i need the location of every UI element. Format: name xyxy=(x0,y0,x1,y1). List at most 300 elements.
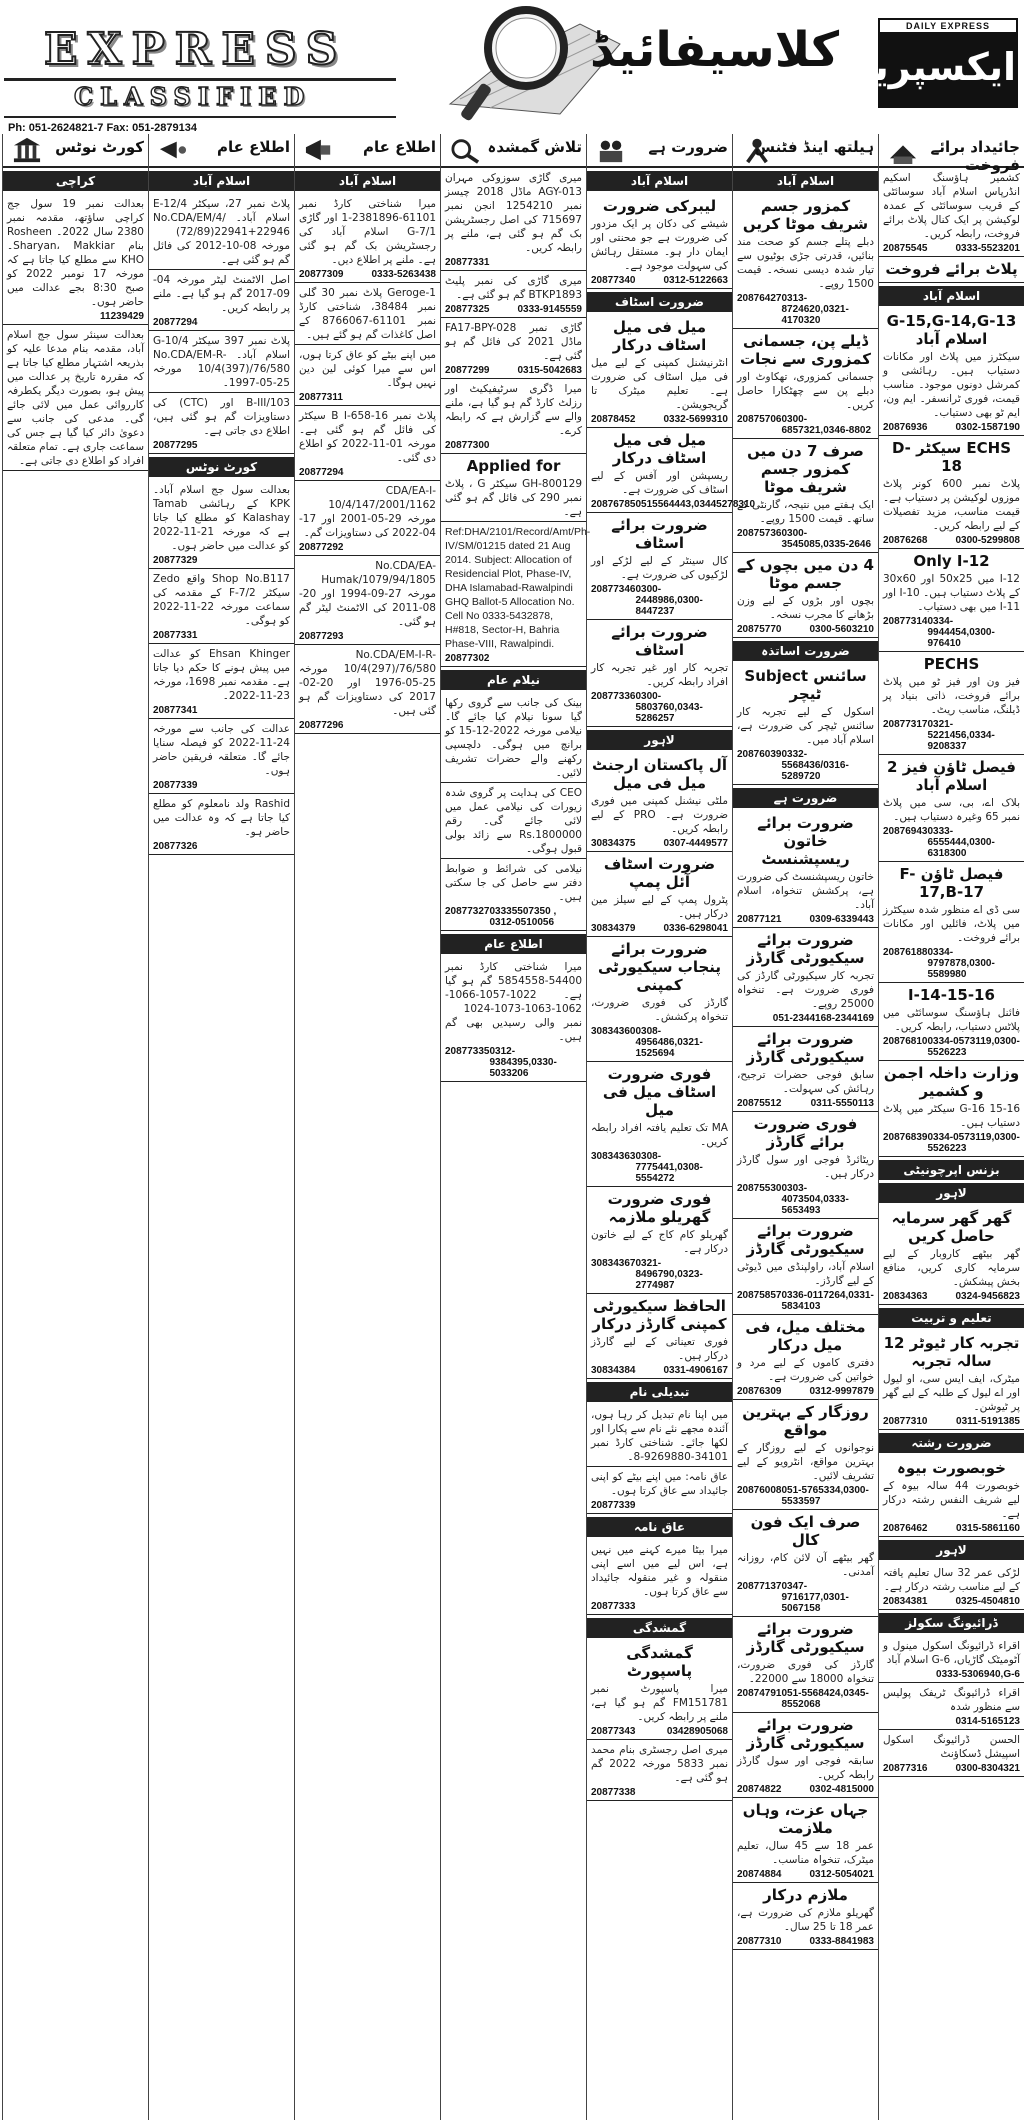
ad-footer xyxy=(737,1290,874,1312)
ad-phone: 0311-5550113 xyxy=(810,1098,874,1109)
ad-footer xyxy=(445,906,582,928)
ad-id: 20834363 xyxy=(883,1291,928,1302)
classified-ad xyxy=(149,569,294,644)
ad-footer xyxy=(153,780,290,791)
column-court xyxy=(2,134,148,2120)
classified-ad xyxy=(879,1563,1024,1610)
ad-phone: 0311-5191385 xyxy=(956,1416,1020,1427)
ad-body: 15-16 G-16 سیکٹر میں پلاٹ دستیاب ہیں۔ xyxy=(883,1103,1020,1129)
section-bar: اطلاع عام xyxy=(441,934,586,954)
ad-body: گارڈز کی فوری ضرورت، تنخواہ پرکشش۔ xyxy=(591,997,728,1023)
classified-ad xyxy=(441,859,586,931)
section-bar: بزنس اپرچونیٹی xyxy=(879,1160,1024,1180)
ad-body: اسکول کے لیے تجربہ کار سائنس ٹیچر کی ضرورت ہے، اسلام آباد میں۔ xyxy=(737,706,874,746)
ad-body: ریٹائرڈ فوجی اور سول گارڈز درکار ہیں۔ xyxy=(737,1154,874,1180)
ad-body: فوری تعیناتی کے لیے گارڈز درکار ہیں۔ xyxy=(591,1336,728,1362)
ad-id: 30834379 xyxy=(591,923,636,934)
ad-id: 20877310 xyxy=(883,1416,928,1427)
ad-heading: ECHS سیکٹر D-18 xyxy=(891,439,1012,475)
ad-body: نیلامی کی شرائط و ضوابط دفتر سے حاصل کی جا سکتی ہیں۔ xyxy=(445,863,582,903)
ad-footer xyxy=(883,1763,1020,1774)
ad-body: MA تک تعلیم یافتہ افراد رابطہ کریں۔ xyxy=(591,1122,728,1148)
ad-phone: 0312-5054021 xyxy=(809,1869,874,1880)
ad-body: فائنل ہاؤسنگ سوسائٹی میں پلاٹس دستیاب، رابطہ کریں۔ xyxy=(883,1007,1020,1033)
ad-id: 20877137 xyxy=(737,1581,782,1592)
ad-footer xyxy=(445,257,582,268)
ad-phone: 0315-5042683 xyxy=(517,365,582,376)
ad-phone: 0300-6857321,0346-8802 xyxy=(781,414,872,436)
ad-heading: سائنس Subject ٹیچر xyxy=(744,667,867,703)
ad-body: پٹرول پمپ کے لیے سیلز مین درکار ہیں۔ xyxy=(591,894,728,920)
ad-phone: 0325-4504810 xyxy=(955,1596,1020,1607)
column-header xyxy=(441,134,586,168)
classified-ad xyxy=(441,271,586,318)
ad-heading: فوری ضرورت برائے گارڈز xyxy=(753,1115,858,1151)
classified-ad xyxy=(587,1740,732,1801)
ad-id: 20877343 xyxy=(591,1726,636,1737)
column-header xyxy=(879,134,1024,174)
ad-body: اسلام آباد، راولپنڈی میں ڈیوٹی کے لیے گارڈز۔ xyxy=(737,1261,874,1287)
ad-id: 20877314 xyxy=(883,616,928,627)
ad-phone: 0300-5603210 xyxy=(809,624,874,635)
classified-ad xyxy=(587,753,732,852)
ad-footer xyxy=(883,535,1020,546)
classified-ad xyxy=(879,1061,1024,1157)
ad-heading: PECHS xyxy=(923,655,980,673)
ad-id: 20877340 xyxy=(591,275,636,286)
classified-ad xyxy=(295,283,440,345)
section-bar: ڈرائیونگ سکولز xyxy=(879,1613,1024,1633)
ad-body: پلاٹ نمبر 600 کونر پلاٹ موزوں لوکیشن پر دستیاب ہے۔ قیمت مناسب، مزید تفصیلات کے لیے رابطہ کریں۔ xyxy=(883,478,1021,532)
ad-footer xyxy=(737,1936,874,1947)
classified-ad xyxy=(879,983,1024,1061)
classified-ad xyxy=(733,194,878,329)
ad-body: سابقہ فوجی اور سول گارڈز رابطہ کریں۔ xyxy=(737,1755,874,1781)
ad-phone: 051-5765334,0300-5533597 xyxy=(781,1485,869,1507)
ad-heading: فوری ضرورت گھریلو ملازمہ xyxy=(607,1190,712,1226)
ad-id: 20877327 xyxy=(445,906,490,917)
ad-id: 20877346 xyxy=(591,584,636,595)
ad-body: فیز ون اور فیز ٹو میں پلاٹ برائے فروخت، ذاتی بنیاد پر ڈیلنگ، مناسب ریٹ۔ xyxy=(883,676,1020,716)
ad-body: CEO کی ہدایت پر گروی شدہ زیورات کی نیلامی عمل میں لائی جائے گی۔ رقم Rs.1800000 سے زائد بولی قبول ہوگی۔ xyxy=(445,787,582,855)
ad-phone: 0300-8304321 xyxy=(955,1763,1020,1774)
ad-id: 20877317 xyxy=(883,719,928,730)
classified-ad xyxy=(441,783,586,859)
ad-heading: ضرورت برائے پنجاب سیکیورٹی کمپنی xyxy=(597,940,722,994)
column-title: ضرورت ہے xyxy=(648,138,728,156)
ad-footer xyxy=(153,705,290,716)
classified-ad xyxy=(879,755,1024,862)
ad-heading: ضرورت برائے سیکیورٹی گارڈز xyxy=(746,931,865,967)
classified-ad xyxy=(733,553,878,638)
ad-footer xyxy=(591,1365,728,1376)
ad-id: 20877310 xyxy=(737,1936,782,1947)
ad-footer xyxy=(299,269,436,280)
section-bar: ضرورت اساتذہ xyxy=(733,641,878,661)
ad-heading: ضرورت برائے اسٹاف xyxy=(611,623,708,659)
column-header xyxy=(3,134,148,168)
ad-heading: صرف ایک فون کال xyxy=(750,1513,861,1549)
ad-body: بعدالت سینئر سول جج اسلام آباد، مقدمہ بنام مدعا علیہ کو بذریعہ اشتہار مطلع کیا جاتا ہے کہ مقررہ تاریخ پر عدالت میں پیش ہو، بصورت دیگر یکطرفہ کارروائی عمل میں لائی جائے گی۔ مدعی کی جانب سے دعویٰ دائر کیا گیا ہے جس کی سماعت جاری ہے۔ تمام متعلقہ افراد کو اطلاع دی جاتی ہے۔ xyxy=(7,329,144,467)
ad-footer xyxy=(737,1098,874,1109)
classified-ad xyxy=(733,1883,878,1950)
ad-id: 20877292 xyxy=(299,542,344,553)
section-bar: لاہور xyxy=(587,730,732,750)
ad-footer xyxy=(299,720,436,731)
section-bar: کراچی xyxy=(3,171,148,191)
ad-heading: لیبرکی ضرورت xyxy=(602,197,717,215)
ad-id: 20876810 xyxy=(883,1036,928,1047)
ad-footer xyxy=(153,440,290,451)
ad-body: سی ڈی اے منظور شدہ سیکٹرز میں پلاٹ، فائلیں اور مکانات برائے فروخت۔ xyxy=(883,904,1020,944)
classified-ad xyxy=(587,937,732,1062)
ad-id: 20877338 xyxy=(591,1787,636,1798)
ad-id: 20875736 xyxy=(737,528,782,539)
ad-body: بچوں اور بڑوں کے لیے وزن بڑھانے کا مجرب نسخہ۔ xyxy=(737,595,874,621)
section-bar: اسلام آباد xyxy=(587,171,732,191)
classified-ad xyxy=(587,1467,732,1514)
ad-heading: کمزور جسم شریف موٹا کریں xyxy=(742,197,869,233)
ad-body: عدالت کی جانب سے مورخہ 24-11-2022 کو فیصلہ سنایا جائے گا۔ متعلقہ فریقین حاضر ہوں۔ xyxy=(153,723,290,777)
ad-id: 20876462 xyxy=(883,1523,928,1534)
ad-phone: 0302-1587190 xyxy=(955,422,1020,433)
ad-footer xyxy=(883,1669,1020,1680)
classified-ad xyxy=(441,379,586,454)
ad-heading: ضرورت برائے اسٹاف xyxy=(611,516,708,552)
ad-phone: 0336-0117264,0331-5834103 xyxy=(781,1290,874,1312)
ad-id: 20875545 xyxy=(883,243,928,254)
ad-footer xyxy=(883,1716,1020,1727)
ad-footer xyxy=(737,1183,874,1216)
masthead xyxy=(0,0,1024,134)
ad-body: بلاک اے، بی، سی میں پلاٹ نمبر 65 وغیرہ دستیاب ہیں۔ xyxy=(883,797,1020,823)
contact-line: Ph: 051-2624821-7 Fax: 051-2879134 xyxy=(8,122,197,134)
ad-body: No.CDA/EM-I-R-10/4(297)/76/580 مورخہ 25-05-1976 اور 20-02-2017 کی دستاویزات گم ہو گئی ہیں۔ xyxy=(299,649,436,717)
section-bar: لاہور xyxy=(879,1183,1024,1203)
ad-body: No.CDA/EA-Humak/1079/94/1805 مورخہ 27-09-1994 اور 20-08-2011 کی الاٹمنٹ لیٹر گم ہو گئی۔ xyxy=(299,560,436,628)
ad-body: B-III/103 اور (CTC) کی دستاویزات گم ہو گئی ہیں، اطلاع دی جاتی ہے۔ xyxy=(153,397,290,437)
section-bar: تبدیلی نام xyxy=(587,1382,732,1402)
ad-phone: 0336-6298041 xyxy=(663,923,728,934)
classified-ad xyxy=(733,1798,878,1883)
column-lost xyxy=(440,134,591,2120)
ad-body: میری اصل رجسٹری بنام محمد نمبر 5833 مورخہ 2022 گم ہو گئی ہے۔ xyxy=(591,1744,729,1784)
ad-id: 30834360 xyxy=(591,1026,636,1037)
column-title: تلاش گمشدہ xyxy=(487,138,582,156)
ad-body: میرا بیٹا میرے کہنے میں نہیں ہے، اس لیے میں اسے اپنی منقولہ و غیر منقولہ جائیداد سے عاق کرتا ہوں۔ xyxy=(591,1544,728,1598)
classified-ad xyxy=(733,439,878,553)
ad-id: 30834384 xyxy=(591,1365,636,1376)
general-section-icon xyxy=(301,136,337,164)
ad-footer xyxy=(883,947,1020,980)
ad-heading: آل پاکستان ارجنٹ میل فی میل xyxy=(592,756,727,792)
classified-ad xyxy=(587,1641,732,1740)
classified-urdu-title: کلاسیفائیڈ xyxy=(590,22,840,78)
ad-heading: پلاٹ برائے فروخت xyxy=(885,260,1018,278)
classified-ad xyxy=(879,1730,1024,1777)
ad-heading: ضرورت برائے سیکیورٹی گارڈز xyxy=(746,1716,865,1752)
ad-footer xyxy=(299,392,436,403)
daily-express-logo xyxy=(820,18,1018,108)
ad-heading: میل فی میل اسٹاف درکار xyxy=(612,318,707,354)
ad-heading: ضرورت برائے خاتون ریسپشنسٹ xyxy=(757,814,854,868)
ad-footer xyxy=(883,1036,1020,1058)
classified-ad xyxy=(149,331,294,393)
ad-id: 30834367 xyxy=(591,1258,636,1269)
classified-ad xyxy=(149,719,294,794)
brand-classified: CLASSIFIED xyxy=(74,82,312,111)
ad-footer xyxy=(737,1485,874,1507)
court-section-icon xyxy=(9,136,45,164)
ad-body: ایک ہفتے میں نتیجہ، گارنٹی کے ساتھ۔ قیمت 1500 روپے۔ xyxy=(737,499,874,525)
ad-id: 30834363 xyxy=(591,1151,636,1162)
ad-body: اقراء ڈرائیونگ اسکول مینول و آٹومیٹک گاڑیاں، G-6 اسلام آباد xyxy=(883,1640,1020,1666)
ad-body: نوجوانوں کے لیے روزگار کے بہترین مواقع، انٹرویو کے لیے تشریف لائیں۔ xyxy=(737,1442,874,1482)
ad-phone: 0334-9797878,0300-5589980 xyxy=(927,947,995,980)
ad-heading: میل فی میل اسٹاف درکار xyxy=(612,431,707,467)
ad-body: Rashid ولد نامعلوم کو مطلع کیا جاتا ہے کہ وہ عدالت میں حاضر ہو۔ xyxy=(153,798,290,838)
classified-ad xyxy=(733,1713,878,1798)
ad-heading: ڈیلے پن، جسمانی کمزوری سے نجات xyxy=(740,332,871,368)
ad-phone: 0332-5568436/0316-5289720 xyxy=(781,749,849,782)
ad-phone: 0308-7775441,0308-5554272 xyxy=(635,1151,703,1184)
ad-id: 20878452 xyxy=(591,414,636,425)
classified-ad xyxy=(879,436,1024,549)
ad-id: 20875512 xyxy=(737,1098,782,1109)
lost-section-icon xyxy=(447,136,483,164)
ad-body: تجربہ کار اور غیر تجربہ کار افراد رابطہ کریں۔ xyxy=(591,662,728,688)
ad-footer xyxy=(299,467,436,478)
ad-footer xyxy=(299,542,436,553)
ad-footer xyxy=(445,440,582,451)
ad-footer xyxy=(591,499,756,510)
ad-heading: ضرورت اسٹاف آئل پمپ xyxy=(603,855,716,891)
ad-body: دبلے پتلے جسم کو صحت مند بنائیں، قدرتی جڑی بوٹیوں سے تیار شدہ دیسی نسخہ۔ قیمت 1500 روپے۔ xyxy=(737,236,874,290)
ad-footer xyxy=(883,719,1020,752)
classified-ad xyxy=(587,1405,732,1467)
ad-id: 20874884 xyxy=(737,1869,782,1880)
classified-ad xyxy=(587,194,732,289)
ad-footer xyxy=(591,1726,728,1737)
ad-body: Shop No.B117 واقع Zedo سیکٹر F-7/2 کے مقدمہ کی سماعت مورخہ 22-11-2022 کو ہوگی۔ xyxy=(153,573,290,627)
ad-body: GH-800129 سیکٹر G ، پلاٹ نمبر 290 کی فائل گم ہو گئی ہے۔ xyxy=(445,478,582,518)
classified-ad xyxy=(879,309,1024,436)
ad-id: 20874791 xyxy=(737,1688,782,1699)
ad-footer xyxy=(445,304,582,315)
ad-footer xyxy=(591,1151,728,1184)
ad-phone: 0515564443,03445278310 xyxy=(635,499,756,510)
column-header xyxy=(295,134,440,168)
ad-id: 20877302 xyxy=(445,653,490,664)
ad-footer xyxy=(883,1132,1020,1154)
ad-phone: 0332-5699310 xyxy=(663,414,728,425)
ad-footer xyxy=(883,1291,1020,1302)
ad-phone: 0312-9384395,0330-5033206 xyxy=(489,1046,557,1079)
section-bar: اسلام آباد xyxy=(733,171,878,191)
ad-phone: 0303-4073504,0333-5653493 xyxy=(781,1183,849,1216)
classified-ad xyxy=(879,1456,1024,1537)
ad-phone: 0302-4815000 xyxy=(809,1784,874,1795)
ad-body: کشمیر ہاؤسنگ اسکیم انڈرپاس اسلام آباد سوسائٹی کے قریب سوسائٹی کے عمدہ لوکیشن پر ایک کنال پلاٹ برائے فروخت، رابطہ کریں۔ xyxy=(883,172,1020,240)
ad-footer xyxy=(737,414,874,436)
ad-footer xyxy=(883,616,1020,649)
announce-section-icon xyxy=(155,136,191,164)
ad-id: 20876839 xyxy=(883,1132,928,1143)
ad-footer xyxy=(883,1596,1020,1607)
ad-heading: وزارت داخلہ اجمن و کشمیر xyxy=(883,1064,1020,1100)
classified-ad xyxy=(441,168,586,271)
ad-body: Ref:DHA/2101/Record/Amt/Ph-IV/SM/01215 dated 21 Aug 2014. Subject: Allocation of Residencial Plot, Phase-IV, DHA Islamabad-Rawalpindi GHQ Ballot-5 Allocation No. Cell No 0333-5432878, H#818, Sector-H, Bahria Phase-VIII, Rawalpindi. xyxy=(445,526,591,650)
ad-phone: 0300-5299808 xyxy=(955,535,1020,546)
classified-ad xyxy=(733,664,878,785)
classified-ad xyxy=(441,522,591,667)
ad-id: 20877316 xyxy=(883,1763,928,1774)
classified-ad xyxy=(879,168,1024,257)
ad-footer xyxy=(445,653,582,664)
ad-body: ملٹی نیشنل کمپنی میں فوری ضرورت ہے۔ PRO کے لیے رابطہ کریں۔ xyxy=(591,795,728,835)
ad-id: 30834375 xyxy=(591,838,636,849)
ad-phone: 03335507350 , 0312-0510056 xyxy=(489,906,557,928)
column-general xyxy=(294,134,440,2120)
ad-phone: 0333-5523201 xyxy=(955,243,1020,254)
ad-body: عمر 18 سے 45 سال، تعلیم میٹرک، تنخواہ مناسب۔ xyxy=(737,1840,875,1866)
ad-body: گھریلو کام کاج کے لیے خاتون درکار ہے۔ xyxy=(591,1229,728,1255)
ad-phone: 0312-5122663 xyxy=(663,275,728,286)
ad-id: 20876427 xyxy=(737,293,782,304)
ad-id: 20876309 xyxy=(737,1386,782,1397)
ad-body: گھر بیٹھے آن لائن کام، روزانہ آمدنی۔ xyxy=(737,1552,874,1578)
section-bar: اسلام آباد xyxy=(149,171,294,191)
classified-ad xyxy=(879,549,1024,652)
ad-phone: 11239429 xyxy=(100,311,144,322)
ad-body: سیکٹرز میں پلاٹ اور مکانات دستیاب ہیں۔ رہائشی و کمرشل دونوں موجود۔ مناسب قیمت، فوری ٹرانسفر۔ ایم ون، ایم ٹو بھی دستیاب۔ xyxy=(883,351,1020,419)
ad-heading: Applied for xyxy=(466,457,561,475)
classified-ad xyxy=(3,325,148,471)
ad-footer xyxy=(591,1500,728,1511)
ad-footer xyxy=(737,1784,874,1795)
ad-id: 20875770 xyxy=(737,624,782,635)
ad-footer xyxy=(737,1013,874,1024)
classified-ad xyxy=(295,481,440,556)
ad-body: سابق فوجی حضرات ترجیح، رہائش کی سہولت۔ xyxy=(737,1069,874,1095)
ad-id: 20877300 xyxy=(445,440,490,451)
ad-body: خوبصورت 44 سالہ بیوہ کے لیے شریف النفس رشتہ درکار ہے۔ xyxy=(883,1480,1020,1520)
brand-express: EXPRESS xyxy=(44,24,348,75)
ad-footer xyxy=(591,838,728,849)
ad-heading: فیصل ٹاؤن F-17,B-17 xyxy=(899,865,1004,901)
ad-id: 20877294 xyxy=(299,467,344,478)
ad-phone: 0312-9997879 xyxy=(809,1386,874,1397)
ad-body: 12-I میں 50x25 اور 30x60 کے پلاٹ دستیاب ہیں۔ I-10 اور I-11 میں بھی دستیاب۔ xyxy=(883,573,1020,613)
ad-footer xyxy=(591,691,728,724)
ad-body: پلاٹ نمبر 397 سیکٹر G-10/4 اسلام آباد۔ No.CDA/EM-R-10/4(397)/76/580 مورخہ 25-05-1997۔ xyxy=(153,335,291,389)
ad-id: 20877294 xyxy=(153,317,198,328)
ad-footer xyxy=(737,749,874,782)
ad-heading: جہاں عزت، وہاں ملازمت xyxy=(742,1801,869,1837)
ad-id: 20877311 xyxy=(299,392,343,403)
ad-id: 20876785 xyxy=(591,499,636,510)
classified-ad xyxy=(733,1027,878,1112)
classified-ad xyxy=(295,406,440,481)
ad-footer xyxy=(737,1386,874,1397)
ad-id: 20876008 xyxy=(737,1485,782,1496)
classified-ad xyxy=(879,257,1024,283)
ad-id: 20876936 xyxy=(883,422,928,433)
logo-small-text: DAILY EXPRESS xyxy=(880,20,1016,32)
classified-ad xyxy=(879,1331,1024,1430)
express-classified-brand xyxy=(4,6,396,134)
classified-ad xyxy=(587,620,732,727)
ad-id: 20874822 xyxy=(737,1784,782,1795)
ad-phone: 0324-9456823 xyxy=(955,1291,1020,1302)
ad-body: میں اپنا نام تبدیل کر رہا ہوں، آئندہ مجھے نئے نام سے پکارا اور لکھا جائے۔ شناختی کارڈ نمبر 34101-9269880-8۔ xyxy=(591,1409,728,1463)
ad-body: Ehsan Khinger کو عدالت میں پیش ہونے کا حکم دیا جاتا ہے۔ مقدمہ نمبر 1698، مورخہ 23-11-2022۔ xyxy=(153,648,290,702)
classified-ad xyxy=(295,645,440,734)
ad-body: خاتون ریسپشنسٹ کی ضرورت ہے، پرکشش تنخواہ، اسلام آباد۔ xyxy=(737,871,874,911)
ad-phone: 051-2344168-2344169 xyxy=(772,1013,874,1024)
ad-heading: I-14-15-16 xyxy=(908,986,995,1004)
classified-ad xyxy=(587,1540,732,1615)
ad-body: میرا شناختی کارڈ نمبر 54400-5854558 گم ہو گیا ہے۔ 1022-1057-1066-1062-1063-1073-1024 نمبر والی رسیدیں بھی گم ہیں۔ xyxy=(445,961,582,1043)
ad-footer xyxy=(445,365,582,376)
classified-ad xyxy=(587,315,732,428)
classified-ad xyxy=(733,928,878,1027)
column-title: اطلاع عام xyxy=(216,138,290,156)
ad-footer xyxy=(737,1581,874,1614)
ad-footer xyxy=(591,1026,728,1059)
section-bar: لاہور xyxy=(879,1540,1024,1560)
ad-phone: 0315-5861160 xyxy=(956,1523,1020,1534)
column-wanted xyxy=(586,134,756,2120)
brand-rule xyxy=(4,78,396,81)
ad-body: لڑکی عمر 32 سال تعلیم یافتہ کے لیے مناسب رشتہ درکار ہے۔ xyxy=(883,1567,1020,1593)
ad-footer xyxy=(883,826,1020,859)
ad-id: 20876943 xyxy=(883,826,928,837)
ad-phone: 0333-8841983 xyxy=(809,1936,874,1947)
ad-footer xyxy=(591,584,728,617)
brand-rule xyxy=(4,116,396,118)
ad-id: 20877293 xyxy=(299,631,344,642)
ad-body: بعدالت سول جج اسلام آباد۔ KPK کے رہائشی Tamab Kalashay کو مطلع کیا جاتا ہے کہ مورخہ 21-11-2022 کو عدالت میں حاضر ہوں۔ xyxy=(153,484,290,552)
ad-heading: ضرورت برائے سیکیورٹی گارڈز xyxy=(746,1620,865,1656)
classified-ad xyxy=(587,1187,732,1294)
ad-phone: 0333-6555444,0300-6318300 xyxy=(927,826,995,859)
ad-id: 20877333 xyxy=(591,1601,636,1612)
ad-id: 20877335 xyxy=(445,1046,490,1057)
section-bar: ضرورت ہے xyxy=(733,788,878,808)
ad-id: 20877121 xyxy=(737,914,782,925)
ad-footer xyxy=(153,317,290,328)
ad-phone: 0313-8724620,0321-4170320 xyxy=(781,293,849,326)
ad-heading: گمشدگی پاسپورٹ xyxy=(626,1644,693,1680)
column-announce xyxy=(148,134,294,2120)
ad-id: 20877329 xyxy=(153,555,198,566)
ad-footer xyxy=(883,1416,1020,1427)
ad-body: CDA/EA-I-10/4/147/2001/1162 مورخہ 29-05-2001 اور 17-04-2022 کی دستاویزات گم۔ xyxy=(299,485,436,539)
ad-phone: 0314-5165123 xyxy=(955,1716,1020,1727)
classified-ad xyxy=(441,454,586,522)
ad-footer xyxy=(737,1869,874,1880)
ad-body: میری گاڑی کی نمبر پلیٹ BTKP1893 گم ہو گئی ہے۔ xyxy=(445,275,582,301)
ad-body: گارڈز کی فوری ضرورت، تنخواہ 18000 سے 22000۔ xyxy=(737,1659,874,1685)
ad-id: 20876039 xyxy=(737,749,782,760)
classified-ad xyxy=(149,644,294,719)
ad-id: 20875530 xyxy=(737,1183,782,1194)
ad-id: 20877299 xyxy=(445,365,490,376)
ad-body: جسمانی کمزوری، تھکاوٹ اور دبلے پن سے چھٹکارا حاصل کریں۔ xyxy=(737,371,874,411)
ad-heading: ضرورت برائے سیکیورٹی گارڈز xyxy=(746,1030,865,1066)
ad-footer xyxy=(153,841,290,852)
